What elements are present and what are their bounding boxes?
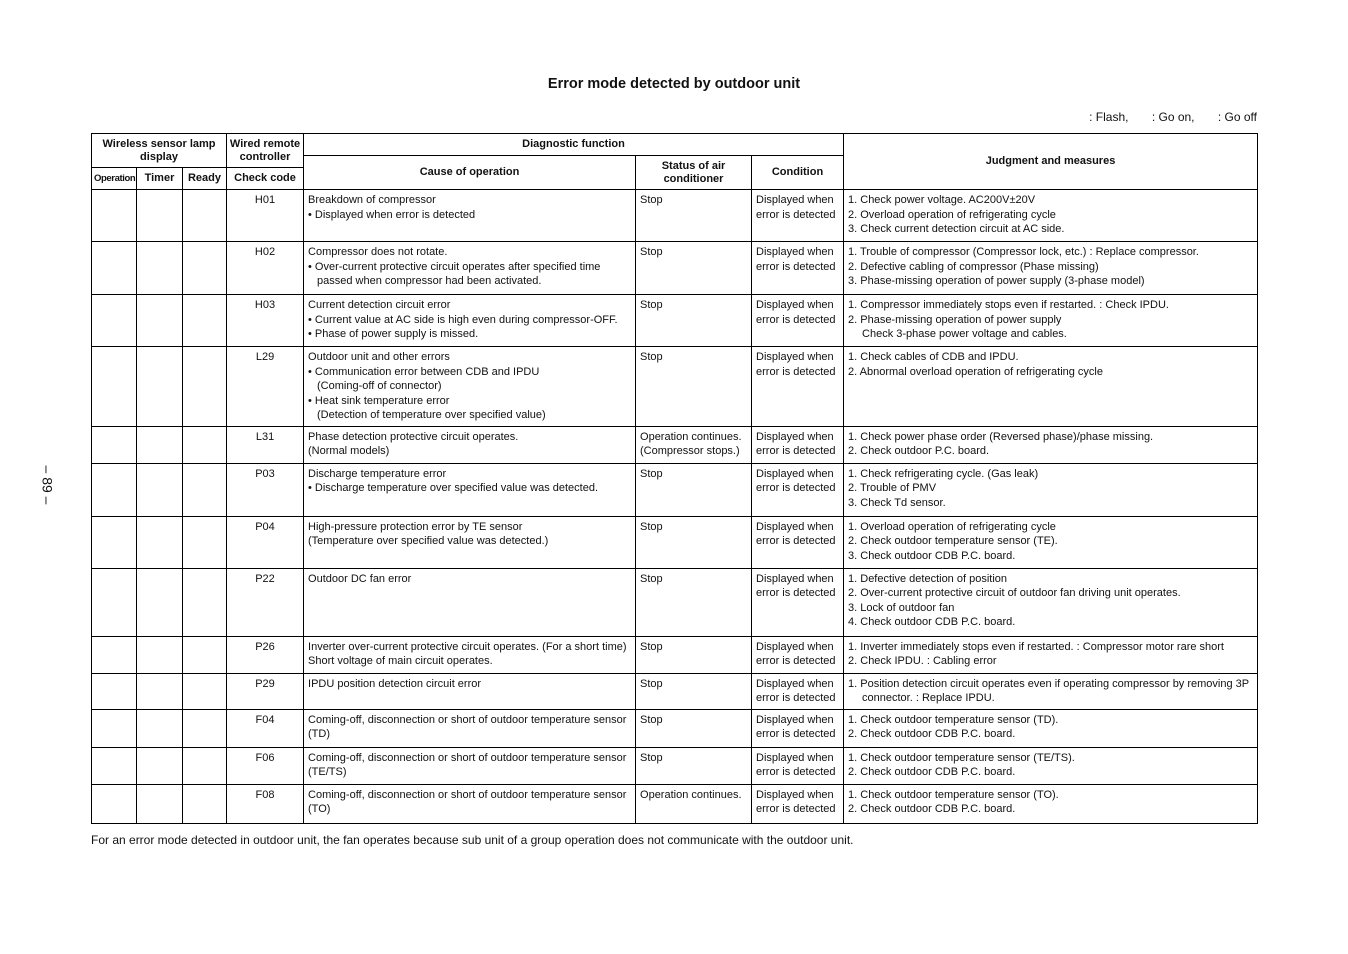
lamp-operation-cell xyxy=(92,709,137,747)
judgment-line: 1. Inverter immediately stops even if restarted. : Compressor motor rare short xyxy=(848,640,1224,653)
legend-go-off: : Go off xyxy=(1217,110,1257,124)
condition-line: error is detected xyxy=(756,692,836,704)
lamp-ready-cell xyxy=(183,190,227,242)
judgment-line: 1. Compressor immediately stops even if restarted. : Check IPDU. xyxy=(848,299,1169,311)
lamp-operation-cell xyxy=(92,295,137,347)
check-code-cell: H02 xyxy=(227,242,304,295)
condition-line: error is detected xyxy=(756,208,836,221)
judgment-line: Check 3-phase power voltage and cables. xyxy=(862,328,1067,340)
lamp-operation-cell xyxy=(92,347,137,427)
cause-cell xyxy=(304,568,636,636)
cause-cell xyxy=(304,426,636,463)
cause-line: • Over-current protective circuit operates after specified time passed when compressor had been activated. xyxy=(308,260,601,287)
condition-line: Displayed when xyxy=(756,467,834,480)
status-cell xyxy=(636,190,752,242)
status-cell xyxy=(636,516,752,568)
judgment-line: 3. Lock of outdoor fan xyxy=(848,601,955,614)
cause-cell xyxy=(304,295,636,347)
cause-line: High-pressure protection error by TE sensor xyxy=(308,520,523,533)
condition-cell xyxy=(752,242,844,295)
check-code-cell: P04 xyxy=(227,516,304,568)
condition-line: error is detected xyxy=(756,587,836,599)
cause-line: (Temperature over specified value was detected.) xyxy=(308,535,549,547)
condition-line: error is detected xyxy=(756,655,836,667)
condition-line: Displayed when xyxy=(756,520,834,533)
cause-cell xyxy=(304,347,636,427)
lamp-ready-cell xyxy=(183,673,227,709)
judgment-line: 2. Overload operation of refrigerating cycle xyxy=(848,208,1056,221)
status-line: Operation continues. xyxy=(640,430,742,443)
status-cell xyxy=(636,709,752,747)
judgment-line: 1. Trouble of compressor (Compressor lock, etc.) : Replace compressor. xyxy=(848,246,1199,258)
lamp-ready-cell xyxy=(183,242,227,295)
table-row xyxy=(92,190,1258,242)
condition-line: error is detected xyxy=(756,766,836,778)
page-number xyxy=(34,455,60,515)
lamp-timer-cell xyxy=(137,347,183,427)
cause-line: IPDU position detection circuit error xyxy=(308,677,482,690)
judgment-cell xyxy=(844,709,1258,747)
judgment-line: 1. Check outdoor temperature sensor (TE/TS). xyxy=(848,751,1075,764)
condition-line: error is detected xyxy=(756,260,836,273)
status-line: Stop xyxy=(640,677,663,690)
judgment-line: 3. Check current detection circuit at AC side. xyxy=(848,223,1065,235)
condition-cell xyxy=(752,347,844,427)
condition-line: Displayed when xyxy=(756,640,834,653)
judgment-cell xyxy=(844,242,1258,295)
page-number-text: – 89 – xyxy=(39,465,55,505)
condition-line: Displayed when xyxy=(756,751,834,764)
check-code-cell: P03 xyxy=(227,463,304,516)
judgment-line: 1. Defective detection of position xyxy=(848,572,1007,585)
judgment-line: 3. Check Td sensor. xyxy=(848,496,946,509)
judgment-line: 1. Check refrigerating cycle. (Gas leak) xyxy=(848,467,1039,480)
condition-cell xyxy=(752,784,844,823)
judgment-cell xyxy=(844,568,1258,636)
condition-line: Displayed when xyxy=(756,246,834,258)
check-code-cell: L29 xyxy=(227,347,304,427)
cause-cell xyxy=(304,242,636,295)
table-row xyxy=(92,426,1258,463)
cause-line: Coming-off, disconnection or short of outdoor temperature sensor (TO) xyxy=(308,788,627,815)
lamp-timer-cell xyxy=(137,673,183,709)
status-line: Stop xyxy=(640,713,663,726)
judgment-line: 4. Check outdoor CDB P.C. board. xyxy=(848,616,1016,628)
judgment-cell xyxy=(844,295,1258,347)
judgment-cell xyxy=(844,190,1258,242)
lamp-timer-cell xyxy=(137,426,183,463)
table-row xyxy=(92,242,1258,295)
table-row xyxy=(92,636,1258,673)
cause-line: Outdoor DC fan error xyxy=(308,572,412,585)
cause-line: Breakdown of compressor xyxy=(308,194,436,206)
lamp-timer-cell xyxy=(137,242,183,295)
lamp-operation-cell xyxy=(92,673,137,709)
table-row xyxy=(92,463,1258,516)
judgment-line: 3. Phase-missing operation of power supply (3-phase model) xyxy=(848,275,1145,287)
judgment-line: 1. Check outdoor temperature sensor (TD). xyxy=(848,713,1059,726)
cause-cell xyxy=(304,673,636,709)
lamp-operation-cell xyxy=(92,636,137,673)
status-line: Stop xyxy=(640,640,663,653)
lamp-timer-cell xyxy=(137,568,183,636)
header-cause: Cause of operation xyxy=(304,156,636,190)
condition-line: error is detected xyxy=(756,313,836,326)
condition-line: Displayed when xyxy=(756,788,834,801)
judgment-line: 2. Over-current protective circuit of outdoor fan driving unit operates. xyxy=(848,587,1181,599)
legend-go-on: : Go on, xyxy=(1151,110,1195,124)
judgment-cell xyxy=(844,463,1258,516)
status-cell xyxy=(636,784,752,823)
status-cell xyxy=(636,463,752,516)
status-line: Operation continues. xyxy=(640,788,742,801)
status-cell xyxy=(636,426,752,463)
condition-cell xyxy=(752,568,844,636)
cause-cell xyxy=(304,463,636,516)
condition-line: error is detected xyxy=(756,535,836,547)
condition-cell xyxy=(752,673,844,709)
status-line: Stop xyxy=(640,572,663,585)
condition-cell xyxy=(752,709,844,747)
condition-line: Displayed when xyxy=(756,713,834,726)
lamp-ready-cell xyxy=(183,709,227,747)
table-row xyxy=(92,784,1258,823)
cause-line: • Displayed when error is detected xyxy=(308,208,476,221)
table-row xyxy=(92,673,1258,709)
cause-cell xyxy=(304,516,636,568)
cause-line: Discharge temperature error xyxy=(308,467,447,480)
status-line: Stop xyxy=(640,520,663,533)
footer-note: For an error mode detected in outdoor unit, the fan operates because sub unit of a group operation does not communicate with the outdoor unit. xyxy=(91,833,854,847)
condition-cell xyxy=(752,747,844,784)
lamp-ready-cell xyxy=(183,295,227,347)
judgment-line: 1. Overload operation of refrigerating cycle xyxy=(848,520,1056,533)
header-operation: Operation xyxy=(92,168,137,190)
status-line: Stop xyxy=(640,751,663,764)
condition-line: Displayed when xyxy=(756,194,834,206)
condition-line: error is detected xyxy=(756,728,836,740)
judgment-line: 1. Check outdoor temperature sensor (TO). xyxy=(848,788,1059,801)
header-diagnostic-function: Diagnostic function xyxy=(304,134,844,156)
cause-line: • Phase of power supply is missed. xyxy=(308,328,479,340)
cause-line: Compressor does not rotate. xyxy=(308,246,448,258)
table-row xyxy=(92,747,1258,784)
condition-line: Displayed when xyxy=(756,430,834,443)
lamp-operation-cell xyxy=(92,190,137,242)
lamp-ready-cell xyxy=(183,516,227,568)
page-title: Error mode detected by outdoor unit xyxy=(547,76,801,92)
lamp-ready-cell xyxy=(183,568,227,636)
judgment-cell xyxy=(844,747,1258,784)
judgment-line: 1. Check power voltage. AC200V±20V xyxy=(848,194,1036,206)
condition-cell xyxy=(752,295,844,347)
status-line: Stop xyxy=(640,194,663,206)
condition-line: Displayed when xyxy=(756,299,834,311)
header-timer: Timer xyxy=(137,168,183,190)
judgment-cell xyxy=(844,784,1258,823)
cause-cell xyxy=(304,747,636,784)
check-code-cell: F08 xyxy=(227,784,304,823)
cause-cell xyxy=(304,190,636,242)
lamp-timer-cell xyxy=(137,784,183,823)
lamp-operation-cell xyxy=(92,747,137,784)
status-line: Stop xyxy=(640,246,663,258)
header-check-code: Check code xyxy=(227,168,304,190)
judgment-cell xyxy=(844,426,1258,463)
cause-line: Short voltage of main circuit operates. xyxy=(308,655,493,667)
header-wireless-sensor: Wireless sensor lamp display xyxy=(92,134,227,168)
condition-line: Displayed when xyxy=(756,572,834,585)
status-line: (Compressor stops.) xyxy=(640,445,740,457)
cause-line: Coming-off, disconnection or short of outdoor temperature sensor (TE/TS) xyxy=(308,751,627,778)
lamp-ready-cell xyxy=(183,784,227,823)
lamp-operation-cell xyxy=(92,784,137,823)
condition-cell xyxy=(752,190,844,242)
lamp-timer-cell xyxy=(137,190,183,242)
status-cell xyxy=(636,673,752,709)
judgment-line: 1. Check cables of CDB and IPDU. xyxy=(848,351,1019,363)
condition-line: error is detected xyxy=(756,803,836,815)
check-code-cell: P22 xyxy=(227,568,304,636)
condition-line: Displayed when xyxy=(756,677,834,690)
check-code-cell: P29 xyxy=(227,673,304,709)
lamp-timer-cell xyxy=(137,747,183,784)
table-row xyxy=(92,295,1258,347)
status-cell xyxy=(636,636,752,673)
lamp-ready-cell xyxy=(183,463,227,516)
judgment-line: 2. Check outdoor CDB P.C. board. xyxy=(848,803,1016,815)
status-cell xyxy=(636,242,752,295)
table-row xyxy=(92,347,1258,427)
judgment-line: 2. Phase-missing operation of power supply xyxy=(848,313,1062,326)
judgment-line: 2. Defective cabling of compressor (Phase missing) xyxy=(848,260,1099,273)
status-line: Stop xyxy=(640,351,663,363)
lamp-operation-cell xyxy=(92,516,137,568)
judgment-line: 2. Check outdoor CDB P.C. board. xyxy=(848,766,1016,778)
lamp-timer-cell xyxy=(137,516,183,568)
check-code-cell: F06 xyxy=(227,747,304,784)
lamp-timer-cell xyxy=(137,636,183,673)
cause-line: • Discharge temperature over specified value was detected. xyxy=(308,482,599,494)
cause-line: (Normal models) xyxy=(308,445,390,457)
lamp-ready-cell xyxy=(183,747,227,784)
judgment-cell xyxy=(844,673,1258,709)
judgment-cell xyxy=(844,347,1258,427)
judgment-line: 3. Check outdoor CDB P.C. board. xyxy=(848,549,1016,562)
cause-line: Outdoor unit and other errors xyxy=(308,351,450,363)
status-cell xyxy=(636,747,752,784)
cause-line: Phase detection protective circuit operates. xyxy=(308,430,519,443)
error-table-body xyxy=(92,190,1258,824)
table-row xyxy=(92,568,1258,636)
status-cell xyxy=(636,347,752,427)
judgment-cell xyxy=(844,516,1258,568)
condition-line: error is detected xyxy=(756,445,836,457)
cause-cell xyxy=(304,709,636,747)
cause-cell xyxy=(304,636,636,673)
status-line: Stop xyxy=(640,467,663,480)
status-cell xyxy=(636,295,752,347)
check-code-cell: P26 xyxy=(227,636,304,673)
judgment-cell xyxy=(844,636,1258,673)
table-row xyxy=(92,516,1258,568)
status-cell xyxy=(636,568,752,636)
condition-line: error is detected xyxy=(756,482,836,494)
cause-cell xyxy=(304,784,636,823)
condition-cell xyxy=(752,636,844,673)
cause-line: Inverter over-current protective circuit operates. (For a short time) xyxy=(308,640,627,653)
cause-line: • Heat sink temperature error xyxy=(308,394,450,407)
condition-line: Displayed when xyxy=(756,351,834,363)
lamp-timer-cell xyxy=(137,709,183,747)
header-judgment: Judgment and measures xyxy=(844,134,1258,190)
cause-line: (Detection of temperature over specified value) xyxy=(317,409,546,421)
legend-flash: : Flash, xyxy=(1089,110,1129,124)
lamp-ready-cell xyxy=(183,426,227,463)
condition-line: error is detected xyxy=(756,365,836,378)
lamp-operation-cell xyxy=(92,463,137,516)
judgment-line: 1. Position detection circuit operates even if operating compressor by removing 3P connector. : Replace IPDU. xyxy=(848,677,1249,704)
header-ready: Ready xyxy=(183,168,227,190)
judgment-line: 1. Check power phase order (Reversed phase)/phase missing. xyxy=(848,430,1154,443)
lamp-timer-cell xyxy=(137,463,183,516)
header-condition: Condition xyxy=(752,156,844,190)
check-code-cell: H03 xyxy=(227,295,304,347)
lamp-operation-cell xyxy=(92,426,137,463)
condition-cell xyxy=(752,463,844,516)
lamp-operation-cell xyxy=(92,242,137,295)
lamp-ready-cell xyxy=(183,347,227,427)
cause-line: Current detection circuit error xyxy=(308,299,451,311)
error-table xyxy=(91,133,1258,824)
lamp-operation-cell xyxy=(92,568,137,636)
lamp-ready-cell xyxy=(183,636,227,673)
lamp-timer-cell xyxy=(137,295,183,347)
table-row xyxy=(92,709,1258,747)
judgment-line: 2. Check outdoor P.C. board. xyxy=(848,445,990,457)
judgment-line: 2. Abnormal overload operation of refrigerating cycle xyxy=(848,365,1103,378)
status-line: Stop xyxy=(640,299,663,311)
cause-line: • Communication error between CDB and IPDU xyxy=(308,365,540,378)
judgment-line: 2. Check IPDU. : Cabling error xyxy=(848,655,997,667)
condition-cell xyxy=(752,426,844,463)
cause-line: • Current value at AC side is high even during compressor-OFF. xyxy=(308,313,618,326)
judgment-line: 2. Trouble of PMV xyxy=(848,482,937,494)
cause-line: Coming-off, disconnection or short of outdoor temperature sensor (TD) xyxy=(308,713,627,740)
check-code-cell: F04 xyxy=(227,709,304,747)
header-wired-remote: Wired remote controller xyxy=(227,134,304,168)
header-status: Status of air conditioner xyxy=(636,156,752,190)
lamp-legend xyxy=(1069,110,1257,124)
check-code-cell: L31 xyxy=(227,426,304,463)
judgment-line: 2. Check outdoor CDB P.C. board. xyxy=(848,728,1016,740)
judgment-line: 2. Check outdoor temperature sensor (TE). xyxy=(848,535,1058,547)
check-code-cell: H01 xyxy=(227,190,304,242)
cause-line: (Coming-off of connector) xyxy=(317,380,442,392)
condition-cell xyxy=(752,516,844,568)
